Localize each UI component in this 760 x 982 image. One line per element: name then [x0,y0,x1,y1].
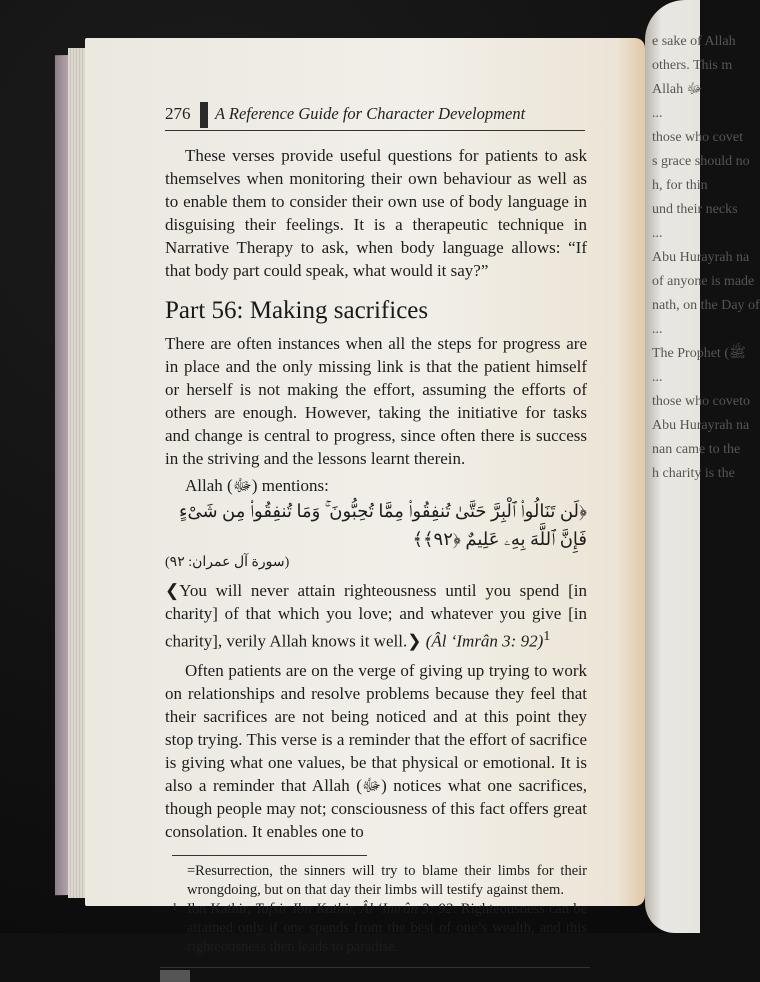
running-title: A Reference Guide for Character Development [215,104,526,123]
verse-translation [165,579,587,653]
footnote-marker: 1 [543,628,551,644]
page-number: 276 [165,104,191,123]
footer-bar [160,970,190,982]
section-heading: Part 56: Making sacrifices [165,297,429,324]
paragraph: Often patients are on the verge of giving up trying to work on relationships and resolve problems because they feel that their sacrifices are not being noticed and at this point they stop trying. This verse is a reminder that the effort of sacrifice is giving what one values, be that physical or emotional. It is also a reminder that Allah (ﷻ) notices what one sacrifices, though people may not; consciousness of this fact offers great consolation. It enables one to [165,660,587,841]
footnote-rule [172,855,367,856]
running-header [165,104,585,131]
page-body [165,144,587,843]
footnote-continuation: =Resurrection, the sinners will try to blame their limbs for their wrongdoing, but on that day their limbs will testify against them. [187,862,587,898]
translation-text: ❮You will never attain righteousness until you spend [in charity] of that which you love; and whatever you give [in charity], verily Allah knows it well.❯ [165,581,587,651]
footnote-source: Tafsir Ibn Kathir, Âl ‘Imrân 3: 92 [254,900,453,917]
footnote-text: : Righteousness can be attained only if one spends from the best of one’s wealth, and this righteousness then leads to paradise. [187,900,587,955]
paragraph: These verses provide useful questions for patients to ask themselves when monitoring their own behaviour as well as to enable them to consider their own use of body language in disguising their feelings. It is a therapeutic technique in Narrative Therapy to ask, when body language allows: “If that body part could speak, what would it say?” [165,146,587,280]
footer-rule [160,967,590,968]
arabic-verse: ﴿لَن تَنَالُوا۟ ٱلْبِرَّ حَتَّىٰ تُنفِقُوا۟ مِمَّا تُحِبُّونَ ۚ وَمَا تُنفِقُوا۟ مِن شَىْءٍ فَإِنَّ ٱللَّهَ بِهِۦ عَلِيمٌ ﴿٩٢﴾﴾ [179,501,587,549]
arabic-reference: (سورة آل عمران: ٩٢) [165,555,290,570]
paragraph: Allah (ﷻ) mentions: [185,476,329,495]
translation-reference: (Âl ‘Imrân 3: 92) [425,631,544,651]
facing-page-text: e sake of Allah others. This m Allah ﷻ ... those who covet s grace should no h, for thin und their necks ... Abu Hurayrah na of anyone is made nath, on the Day of ... The Prophet (ﷺ ... those who coveto Abu Hurayrah na nan came to the h charity is the [652,34,760,481]
paragraph: There are often instances when all the steps for progress are in place and the only missing link is that the patient himself or herself is not making the effort, assuming the efforts of others are enough. However, taking the initiative for tasks and change is central to progress, since often there is success in the striving and the lessons learnt therein. [165,334,587,468]
page-column [165,144,587,982]
footnote-number: 1 [172,900,178,913]
footnote-author: Ibn Kathir, [187,900,255,917]
footnotes [165,862,587,957]
header-bar [200,102,208,128]
footnote-1 [172,900,587,957]
